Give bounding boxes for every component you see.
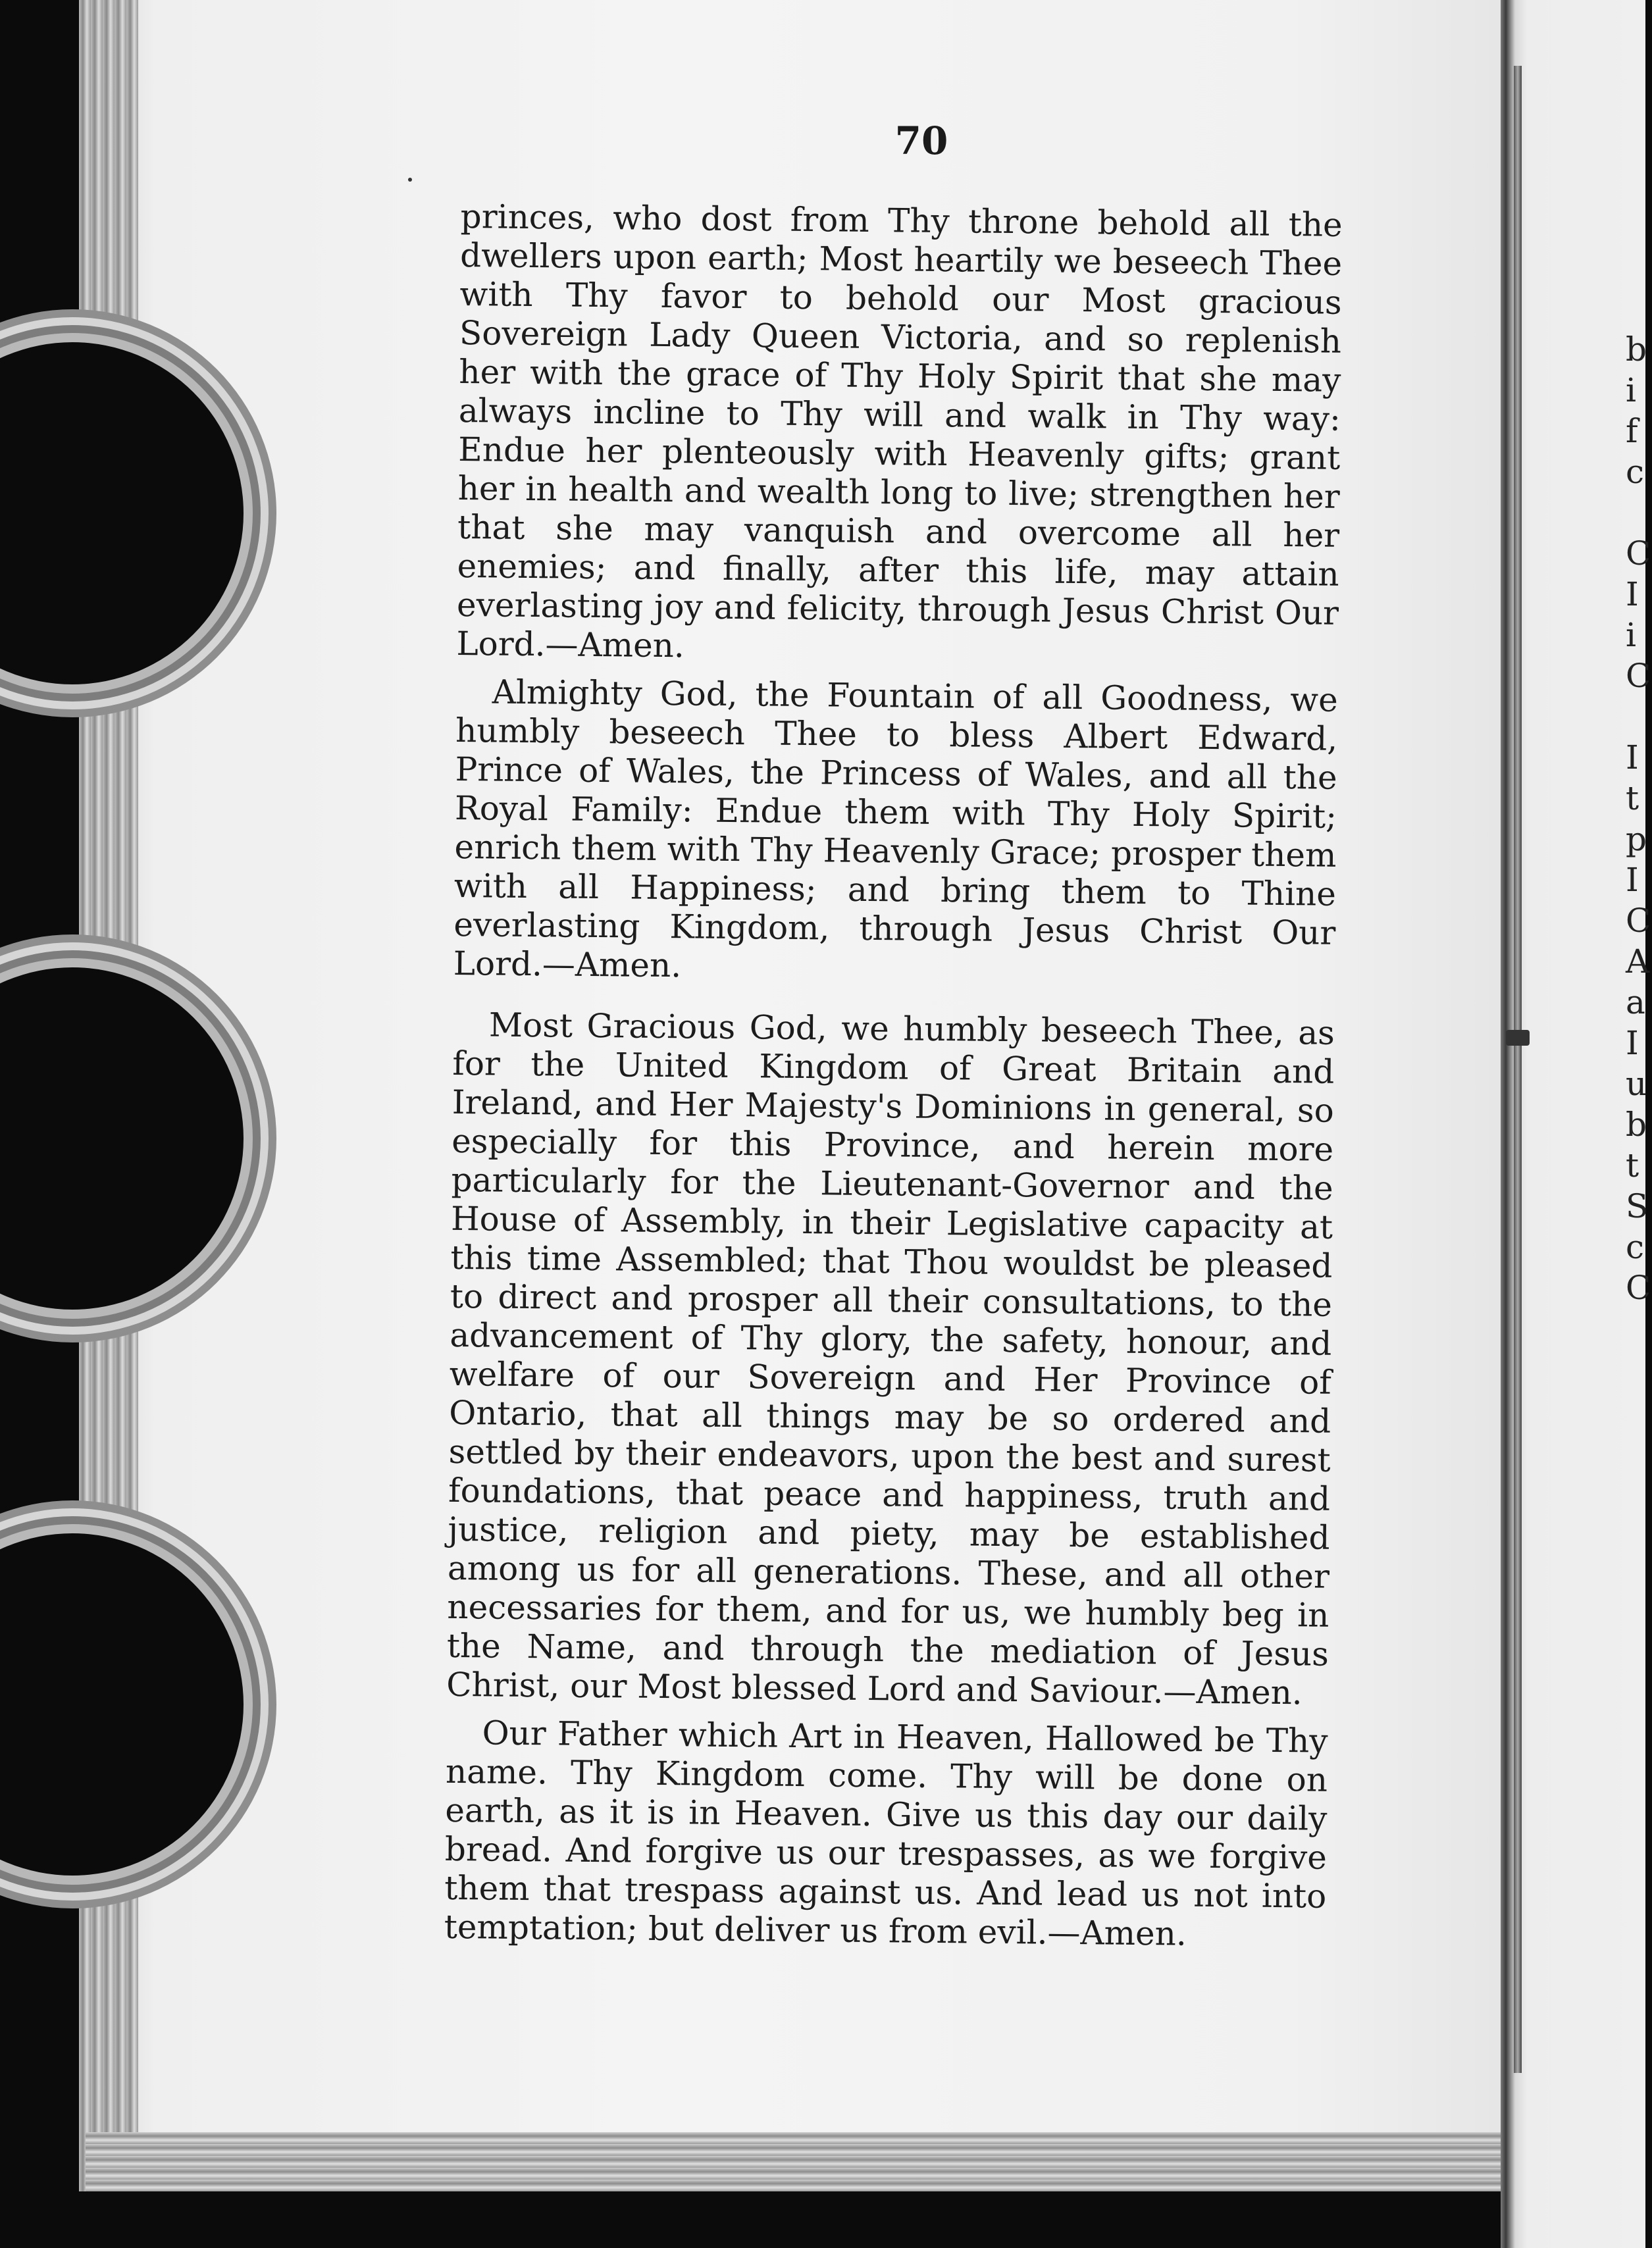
binding-knot: [1506, 1030, 1530, 1046]
page-number: 70: [894, 118, 948, 163]
page-edges-bottom: [86, 2132, 1501, 2191]
ink-speck: [408, 178, 412, 182]
paragraph-prayer-royal-family: Almighty God, the Fountain of all Goodness, we humbly beseech Thee to bless Albert Edward, Prince of Wales, the Princess of Wales, and all the Royal Family: Endue them with Thy Holy Spirit; enrich them with Thy Heavenly Grace; prosper them with all Happiness; and bring them to Thine everlasting Kingdom, through Jesus Christ Our Lord.—Amen.: [453, 673, 1339, 985]
binding-thread: [1514, 66, 1522, 2073]
facing-page-text-fragments: b i f c C I i C I t p I C A a I u b t S c C: [1626, 330, 1651, 1307]
page-body-text: [444, 197, 1343, 1964]
paragraph-prayer-queen: princes, who dost from Thy throne behold all the dwellers upon earth; Most heartily we beseech Thee with Thy favor to behold our Most gracious Sovereign Lady Queen Victoria, and so replenish her with the grace of Thy Holy Spirit that she may always incline to Thy will and walk in Thy way: Endue her plenteously with Heavenly gifts; grant her in health and wealth long to live; strengthen her that she may vanquish and overcome all her enemies; and finally, after this life, may attain everlasting joy and felicity, through Jesus Christ Our Lord.—Amen.: [456, 197, 1343, 665]
facing-page: [1501, 0, 1645, 2248]
paragraph-prayer-assembly: Most Gracious God, we humbly beseech Thee, as for the United Kingdom of Great Britain and Ireland, and Her Majesty's Dominions in general, so especially for this Province, and herein more particularly for the Lieutenant-Governor and the House of Assembly, in their Legislative capacity at this time Assembled; that Thou wouldst be pleased to direct and prosper all their consultations, to the advancement of Thy glory, the safety, honour, and welfare of our Sovereign and Her Province of Ontario, that all things may be so ordered and settled by their endeavors, upon the best and surest foundations, that peace and happiness, truth and justice, religion and piety, may be established among us for all generations. These, and all other necessaries for them, and for us, we humbly beg in the Name, and through the mediation of Jesus Christ, our Most blessed Lord and Saviour.—Amen.: [446, 1006, 1335, 1712]
paragraph-lords-prayer: Our Father which Art in Heaven, Hallowed be Thy name. Thy Kingdom come. Thy will be done on earth, as it is in Heaven. Give us this day our daily bread. And forgive us our trespasses, as we forgive them that trespass against us. And lead us not into temptation; but deliver us from evil.—Amen.: [444, 1714, 1328, 1953]
